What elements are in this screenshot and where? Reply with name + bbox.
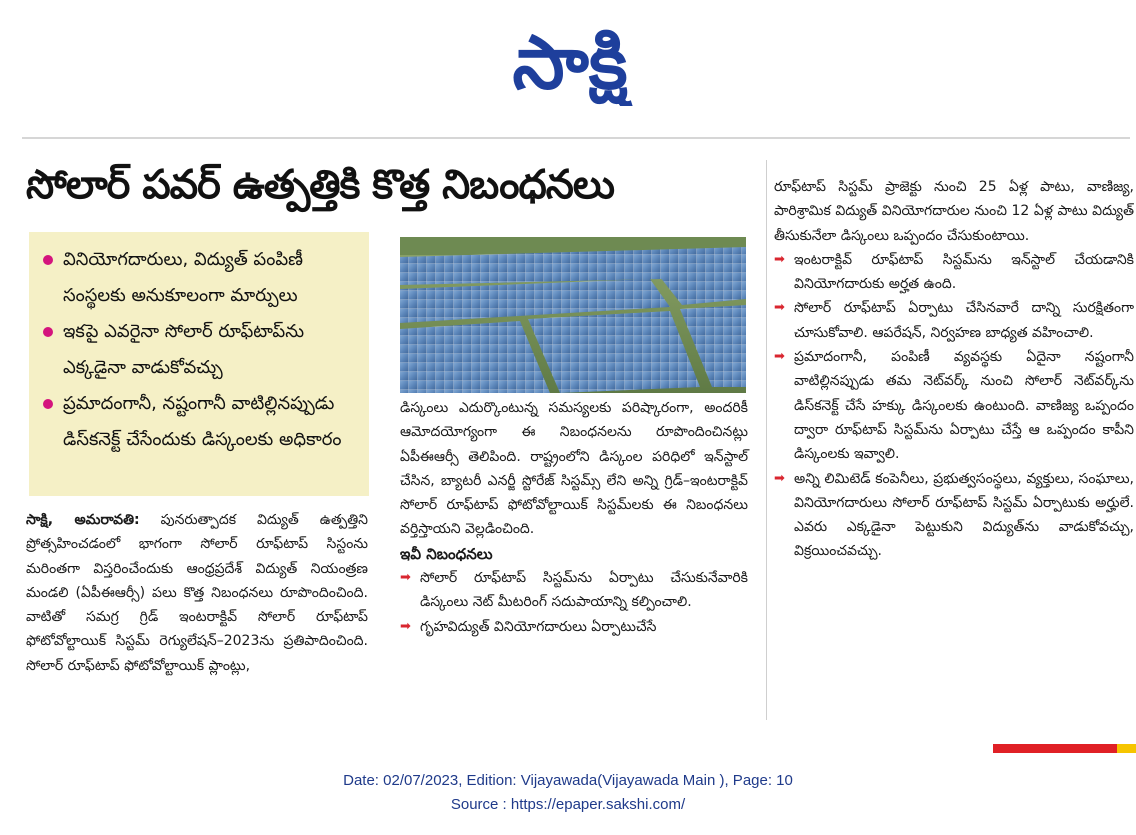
- rule-item: ➡ ప్రమాదంగానీ, పంపిణీ వ్యవస్థకు ఏదైనా నష్టంగానీ వాటిల్లినప్పుడు తమ నెట్‌వర్క్ నుంచి సోలార్ నెట్‌వర్క్‌ను డిస్‌కనెక్ట్ చేసే హక్కు డిస్కంలకు ఉంటుంది. వాణిజ్య ఒప్పందం ద్వారా రూఫ్‌టాప్ సిస్టమ్‌ను ఏర్పాటు చేస్తే ఆ ఒప్పందం కాపీని డిస్కంలకు ఇవ్వాలి.: [774, 345, 1134, 466]
- source-link[interactable]: Source : https://epaper.sakshi.com/: [450, 796, 686, 813]
- rule-item: ➡ సోలార్ రూఫ్‌టాప్ సిస్టమ్‌ను ఏర్పాటు చేసుకునేవారికి డిస్కంలు నెట్ మీటరింగ్ సదుపాయాన్ని కల్పించాలి.: [400, 566, 748, 615]
- highlight-item: ఇకపై ఎవరైనా సోలార్ రూఫ్‌టాప్‌ను ఎక్కడైనా వాడుకోవచ్చు: [43, 314, 361, 386]
- article-paragraph: డిస్కంలు ఎదుర్కొంటున్న సమస్యలకు పరిష్కారంగా, అందరికీ ఆమోదయోగ్యంగా ఈ నిబంధనలను రూపొందించినట్లు ఏపీఈఆర్సీ తెలిపింది. రాష్ట్రంలోని డిస్కంల పరిధిలో ఇన్‌స్టాల్ చేసిన, బ్యాటరీ ఎనర్జీ స్టోరేజ్ సిస్టమ్స్ లేని అన్ని గ్రిడ్–ఇంటరాక్టివ్ సోలార్ రూఫ్‌టాప్ ఫోటోవోల్టాయిక్ సిస్టమ్‌లకు ఈ నిబంధనలు వర్తిస్తాయని వెల్లడించింది.: [400, 400, 748, 538]
- article-column-2: [400, 396, 748, 639]
- column-divider: [766, 160, 767, 720]
- article-column-1: [26, 508, 368, 678]
- article-lead: పునరుత్పాదక విద్యుత్ ఉత్పత్తిని ప్రోత్సహించడంలో భాగంగా సోలార్ రూఫ్‌టాప్ సిస్టంను మరింతగా విస్తరించేందుకు ఆంధ్రప్రదేశ్ విద్యుత్ నియంత్రణ మండలి (ఏపీఈఆర్సీ) పలు కొత్త నిబంధనలు రూపొందించింది. వాటితో సమగ్ర గ్రిడ్ ఇంటరాక్టివ్ సోలార్ రూఫ్‌టాప్ ఫోటోవోల్టాయిక్ సిస్టమ్ రెగ్యులేషన్–2023ను ప్రతిపాదించింది. సోలార్ రూఫ్‌టాప్ ఫోటోవోల్టాయిక్ ప్లాంట్లు,: [26, 512, 368, 674]
- svg-text:సాక్షి: సాక్షి: [512, 20, 628, 106]
- edition-info: Date: 02/07/2023, Edition: Vijayawada(Vijayawada Main ), Page: 10: [343, 772, 793, 789]
- solar-panels-photo: [400, 237, 746, 393]
- highlights-box: [29, 232, 369, 496]
- page-title: సోలార్ పవర్ ఉత్పత్తికి కొత్త నిబంధనలు: [26, 162, 615, 208]
- accent-bar-yellow: [1117, 744, 1136, 753]
- article-paragraph: రూఫ్‌టాప్ సిస్టమ్ ప్రాజెక్టు నుంచి 25 ఏళ్ల పాటు, వాణిజ్య, పారిశ్రామిక విద్యుత్ వినియోగదారుల నుంచి 12 ఏళ్ల పాటు విద్యుత్ తీసుకునేలా డిస్కంలు ఒప్పందం చేసుకుంటాయి.: [774, 179, 1134, 244]
- sakshi-logo: [470, 8, 670, 106]
- accent-bar-red: [993, 744, 1117, 753]
- top-divider: [22, 137, 1130, 139]
- highlight-item: ప్రమాదంగానీ, నష్టంగానీ వాటిల్లినప్పుడు డిస్‌కనెక్ట్ చేసేందుకు డిస్కంలకు అధికారం: [43, 386, 361, 458]
- rule-item: ➡ అన్ని లిమిటెడ్ కంపెనీలు, ప్రభుత్వసంస్థలు, వ్యక్తులు, సంఘాలు, వినియోగదారులు సోలార్ రూఫ్‌టాప్ సిస్టమ్ ఏర్పాటుకు అర్హులే. ఎవరు ఎక్కడైనా పెట్టుకుని విద్యుత్‌ను వాడుకోవచ్చు, విక్రయించవచ్చు.: [774, 467, 1134, 564]
- dateline: సాక్షి, అమరావతి:: [26, 512, 140, 528]
- highlight-item: వినియోగదారులు, విద్యుత్ పంపిణీ సంస్థలకు అనుకూలంగా మార్పులు: [43, 242, 361, 314]
- subheading: ఇవీ నిబంధనలు: [400, 544, 493, 563]
- article-column-3: [774, 175, 1134, 564]
- rule-item: ➡ ఇంటరాక్టివ్ రూఫ్‌టాప్ సిస్టమ్‌ను ఇన్‌స్టాల్ చేయడానికి వినియోగదారుకు అర్హత ఉంది.: [774, 248, 1134, 297]
- rule-item: ➡ గృహవిద్యుత్ వినియోగదారులు ఏర్పాటుచేసే: [400, 615, 748, 639]
- rule-item: ➡ సోలార్ రూఫ్‌టాప్ ఏర్పాటు చేసినవారే దాన్ని సురక్షితంగా చూసుకోవాలి. ఆపరేషన్, నిర్వహణ బాధ్యత వహించాలి.: [774, 296, 1134, 345]
